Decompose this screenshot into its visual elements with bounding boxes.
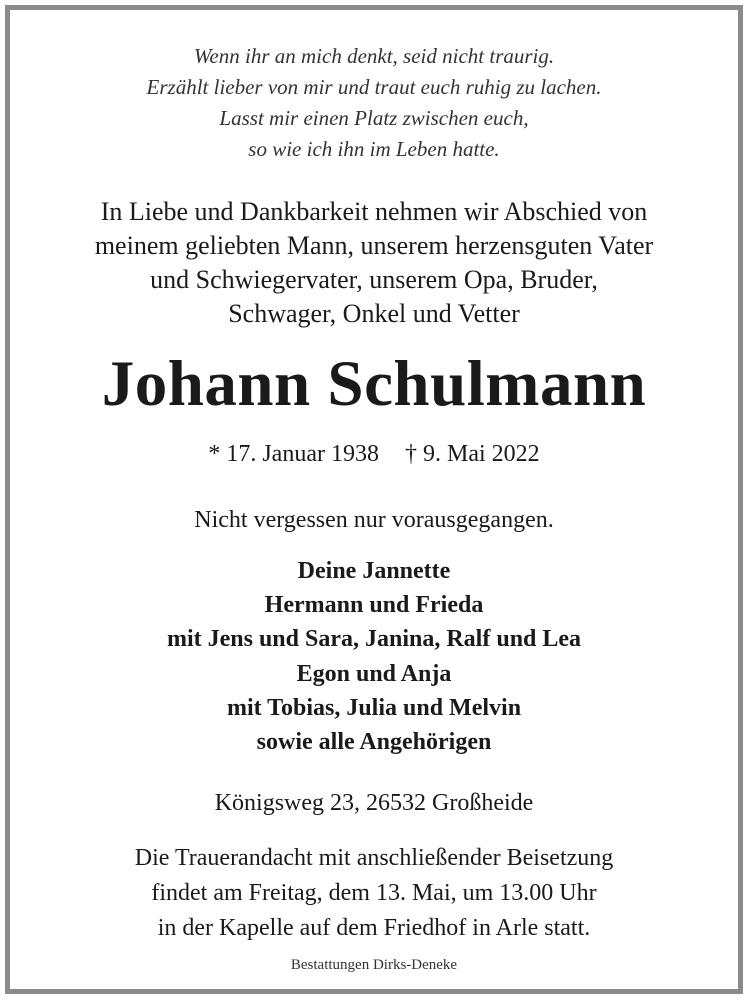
poem-line: Wenn ihr an mich denkt, seid nicht traurig. [193, 44, 555, 68]
intro-line: und Schwiegervater, unserem Opa, Bruder, [150, 265, 598, 294]
service-line: Die Trauerandacht mit anschließender Beisetzung [134, 845, 614, 871]
mourner-line: mit Jens und Sara, Janina, Ralf und Lea [166, 626, 582, 653]
poem [10, 41, 738, 165]
mourners-list [10, 554, 738, 759]
poem-line: so wie ich ihn im Leben hatte. [248, 137, 500, 161]
poem-line: Erzählt lieber von mir und traut euch ruhig zu lachen. [146, 75, 602, 99]
mourner-line: mit Tobias, Julia und Melvin [226, 694, 522, 721]
intro-line: meinem geliebten Mann, unserem herzensguten Vater [94, 231, 654, 260]
obituary-notice [5, 5, 743, 994]
intro-text [10, 195, 738, 331]
mourner-line: Deine Jannette [297, 558, 451, 584]
death-date: † 9. Mai 2022 [404, 441, 540, 467]
address: Königsweg 23, 26532 Großheide [214, 790, 534, 816]
mourner-line: sowie alle Angehörigen [256, 729, 492, 756]
service-line: findet am Freitag, dem 13. Mai, um 13.00 Uhr [151, 880, 597, 906]
undertaker: Bestattungen Dirks-Deneke [290, 957, 458, 973]
deceased-name: Johann Schulmann [101, 348, 647, 420]
life-dates [10, 437, 738, 471]
mourner-line: Egon und Anja [296, 660, 452, 687]
intro-line: In Liebe und Dankbarkeit nehmen wir Abschied von [100, 197, 648, 226]
motto: Nicht vergessen nur vorausgegangen. [194, 507, 554, 533]
birth-date: * 17. Januar 1938 [208, 441, 379, 467]
intro-line: Schwager, Onkel und Vetter [228, 299, 520, 328]
service-line: in der Kapelle auf dem Friedhof in Arle statt. [157, 915, 591, 941]
poem-line: Lasst mir einen Platz zwischen euch, [219, 106, 529, 130]
service-info [10, 841, 738, 946]
mourner-line: Hermann und Frieda [264, 592, 484, 619]
